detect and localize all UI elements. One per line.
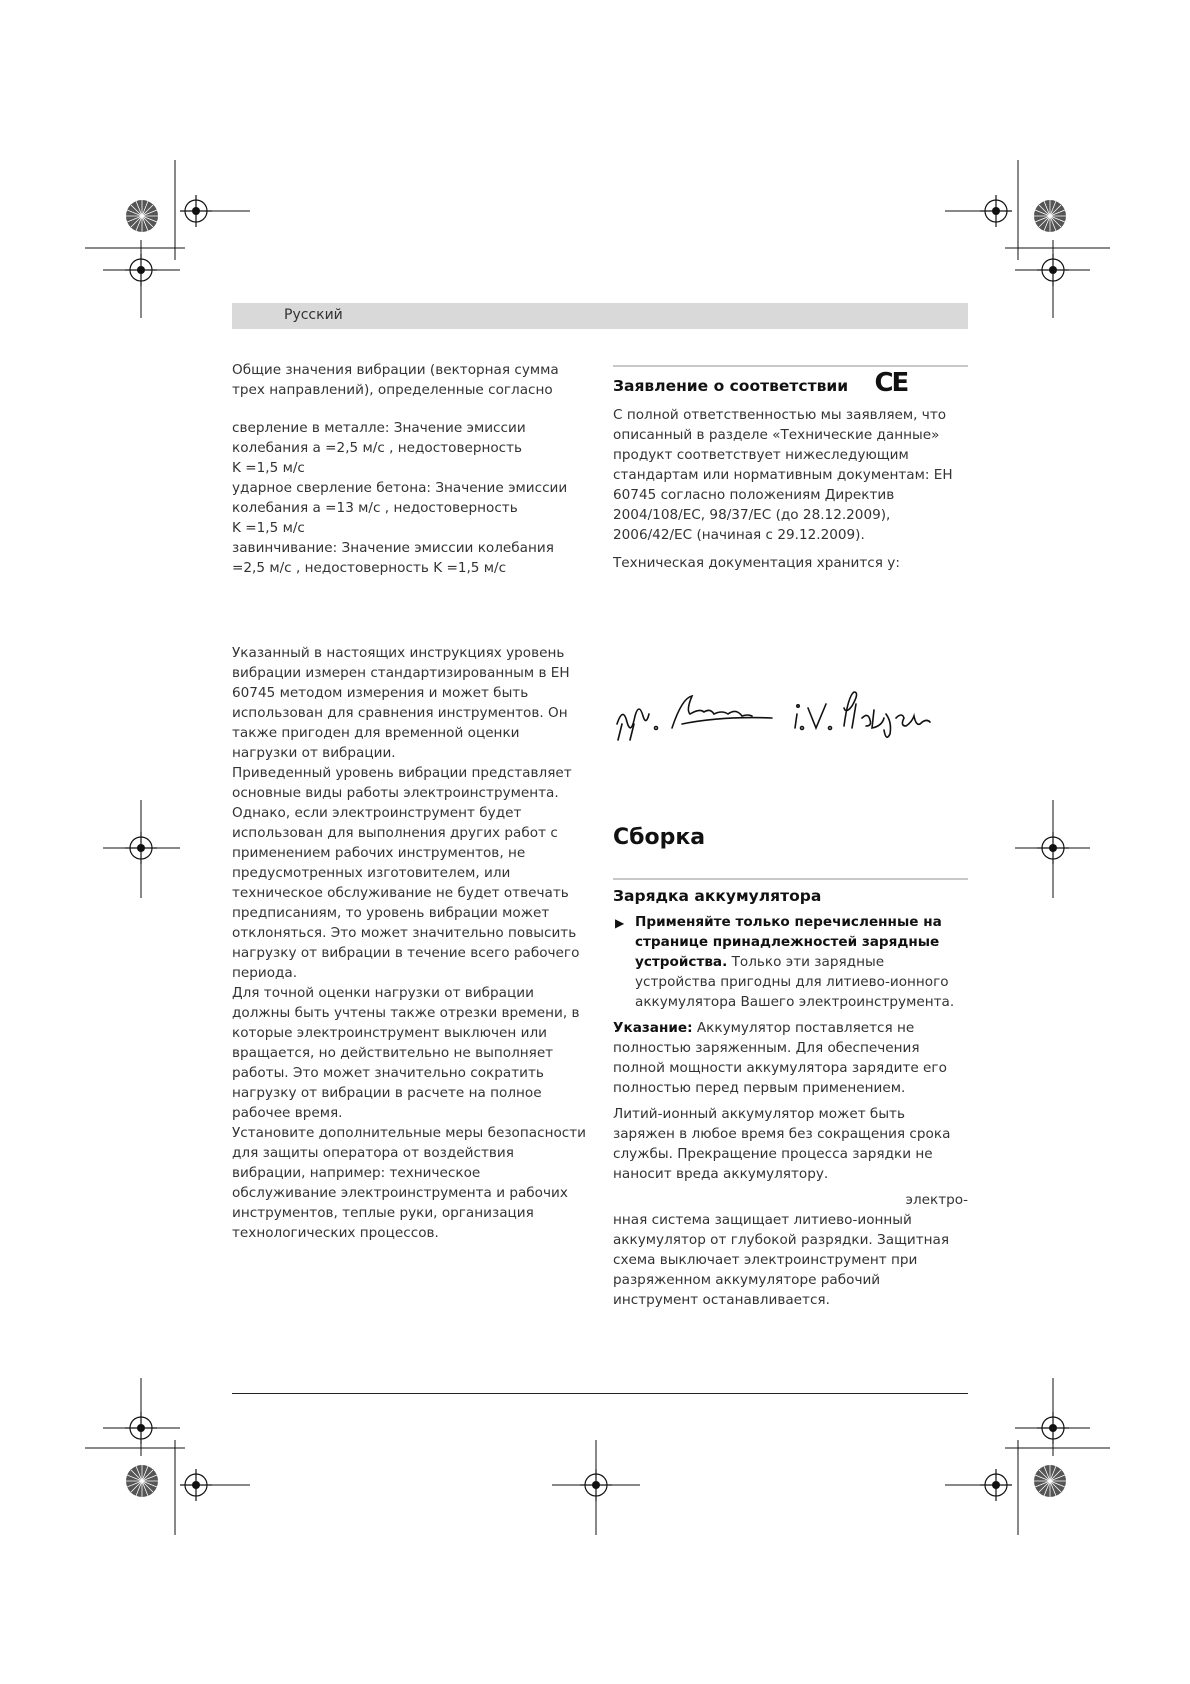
vibration-line-1: сверление в металле: Значение эмиссии (232, 420, 526, 436)
vibration-line-7: завинчивание: Значение эмиссии колебания (232, 540, 554, 556)
tech-doc-text: Техническая документация хранится у: (613, 555, 900, 571)
vibration-para-3: Для точной оценки нагрузки от вибрации должны быть учтены также отрезки времени, в которые электроинструмент выключен или вращается, но действительно не выполняет работы. Это может значительно сократить нагрузку от вибрации в расчете на полное рабочее время. (232, 985, 580, 1121)
charging-bullet-bold: Применяйте только перечисленные на странице принадлежностей зарядные устройства. (635, 914, 942, 970)
note-label: Указание: (613, 1020, 693, 1036)
ce-mark-icon: CE (874, 368, 908, 398)
charging-bullet-text: Только эти зарядные устройства пригодны для литиево-ионного аккумулятора Вашего электроинструмента. (635, 954, 955, 1010)
vibration-line-3: K =1,5 м/с (232, 460, 305, 476)
charging-bullet (613, 912, 968, 1012)
language-header-bar (232, 303, 968, 329)
vibration-intro: Общие значения вибрации (векторная сумма трех направлений), определенные согласно (232, 362, 559, 398)
note-paragraph (613, 1018, 968, 1098)
left-column-body (232, 643, 587, 1243)
left-column (232, 360, 587, 578)
footer-rule (232, 1393, 968, 1394)
assembly-title: Сборка (613, 825, 706, 850)
declaration-title: Заявление о соответствии (613, 377, 849, 395)
declaration-text: С полной ответственностью мы заявляем, что описанный в разделе «Технические данные» продукт соответствует нижеследующим стандартам или нормативным документам: ЕН 60745 согласно положениям Директив 2004/108/EC, 98/37/EC (до 28.12.2009), 2006/42/EC (начиная с 29.12.2009). (613, 407, 953, 543)
vibration-line-5: колебания a =13 м/с , недостоверность (232, 500, 518, 516)
vibration-para-2: Приведенный уровень вибрации представляет основные виды работы электроинструмента. Однако, если электроинструмент будет использован для выполнения других работ с применением рабочих инструментов, не предусмотренных изготовителем, или техническое обслуживание не будет отвечать предписаниям, то уровень вибрации может отклоняться. Это может значительно повысить нагрузку от вибрации в течение всего рабочего периода. (232, 765, 580, 981)
vibration-para-4: Установите дополнительные меры безопасности для защиты оператора от воздействия вибрации, например: техническое обслуживание электроинструмента и рабочих инструментов, теплые руки, организация технологических процессов. (232, 1125, 586, 1241)
vibration-line-2: колебания a =2,5 м/с , недостоверность (232, 440, 523, 456)
language-label: Русский (284, 307, 343, 323)
vibration-line-4: ударное сверление бетона: Значение эмиссии (232, 480, 568, 496)
vibration-line-6: K =1,5 м/с (232, 520, 305, 536)
liion-text: Литий-ионный аккумулятор может быть заряжен в любое время без сокращения срока службы. Прекращение процесса зарядки не наносит вреда аккумулятору. (613, 1106, 951, 1182)
vibration-para-1: Указанный в настоящих инструкциях уровень вибрации измерен стандартизированным в ЕН 60745 методом измерения и может быть использован для сравнения инструментов. Он также пригоден для временной оценки нагрузки от вибрации. (232, 645, 570, 761)
bullet-triangle-icon: ▶ (615, 916, 625, 930)
vibration-line-8: =2,5 м/с , недостоверность K =1,5 м/с (232, 560, 507, 576)
charging-title: Зарядка аккумулятора (613, 887, 822, 905)
electro-word: электро- (905, 1192, 968, 1208)
signature-image (612, 684, 972, 744)
charging-section (613, 878, 968, 1310)
protection-text: нная система защищает литиево-ионный аккумулятор от глубокой разрядки. Защитная схема выключает электроинструмент при разряженном аккумуляторе рабочий инструмент останавливается. (613, 1212, 950, 1308)
declaration-section (613, 365, 968, 573)
note-text: Аккумулятор поставляется не полностью заряженным. Для обеспечения полной мощности аккумулятора зарядите его полностью перед первым применением. (613, 1020, 947, 1096)
